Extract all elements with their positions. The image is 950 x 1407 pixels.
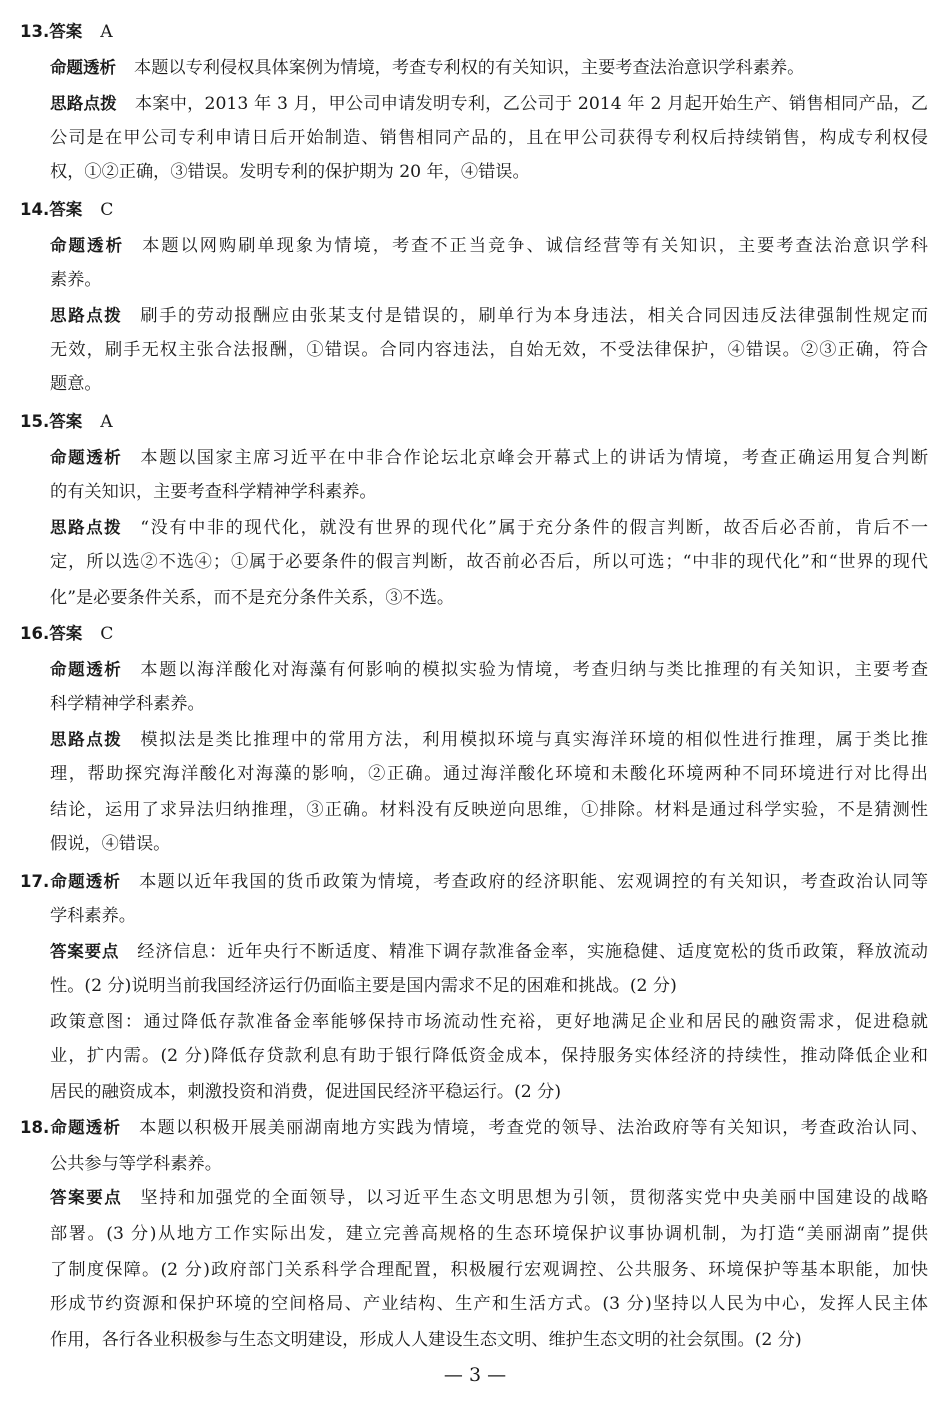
q18-key-line-5: 作用，各行各业积极参与生态文明建设，形成人人建设生态文明、维护生态文明的社会氛围。(2 分)	[50, 1330, 802, 1350]
q16-idea-line-2: 理，帮助探究海洋酸化对海藻的影响，②正确。通过海洋酸化环境和未酸化环境两种不同环境进行对比得出	[50, 764, 928, 784]
q14-answer-line	[20, 198, 113, 222]
q14-number: 14.	[20, 200, 50, 219]
q18-intent-line-1	[20, 1116, 928, 1140]
q18-key-line-4: 形成节约资源和保护环境的空间格局、产业结构、生产和生活方式。(3 分)坚持以人民为中心，发挥人民主体	[50, 1294, 928, 1314]
q15-idea-line-1	[50, 516, 928, 540]
q15-number: 15.	[20, 412, 50, 431]
q17-intent-label: 命题透析	[49, 872, 122, 891]
q13-idea-line-3: 权，①②正确，③错误。发明专利的保护期为 20 年，④错误。	[50, 162, 530, 182]
q16-answer-label: 答案	[49, 624, 83, 643]
q18-number: 18.	[20, 1118, 50, 1137]
q13-intent: 本题以专利侵权具体案例为情境，考查专利权的有关知识，主要考查法治意识学科素养。	[134, 58, 805, 78]
q14-intent-line-2: 素养。	[50, 270, 102, 290]
q13-answer-label: 答案	[49, 22, 83, 41]
q14-intent-line-1	[50, 234, 928, 258]
q17-key-line-4: 业，扩内需。(2 分)降低存贷款利息有助于银行降低资金成本，保持服务实体经济的持续性，推动降低企业和	[50, 1046, 928, 1066]
q16-idea-line-3: 结论，运用了求异法归纳推理，③正确。材料没有反映逆向思维，①排除。材料是通过科学实验，不是猜测性	[50, 800, 928, 820]
q15-intent-line-2: 的有关知识，主要考查科学精神学科素养。	[50, 482, 377, 502]
q14-intent-label: 命题透析	[50, 236, 125, 255]
q17-intent-text-1: 本题以近年我国的货币政策为情境，考查政府的经济职能、宏观调控的有关知识，考查政治认同等	[139, 872, 929, 892]
q14-answer-label: 答案	[49, 200, 83, 219]
q16-intent-line-1	[50, 658, 928, 682]
q16-intent-text-1: 本题以海洋酸化对海藻有何影响的模拟实验为情境，考查归纳与类比推理的有关知识，主要考查	[140, 660, 929, 680]
q17-key-line-3: 政策意图：通过降低存款准备金率能够保持市场流动性充裕，更好地满足企业和居民的融资需求，促进稳就	[50, 1012, 928, 1032]
q15-idea-label: 思路点拨	[50, 518, 123, 537]
q14-idea-line-2: 无效，刷手无权主张合法报酬，①错误。合同内容违法，自始无效，不受法律保护，④错误。②③正确，符合	[50, 340, 928, 360]
q15-intent-line-1	[50, 446, 928, 470]
q17-number: 17.	[20, 872, 50, 891]
q14-answer: C	[100, 200, 114, 220]
q17-intent-line-1	[20, 870, 928, 894]
q13-idea-label: 思路点拨	[50, 94, 117, 113]
q14-idea-text-1: 刷手的劳动报酬应由张某支付是错误的，刷单行为本身违法，相关合同因违反法律强制性规定而	[140, 306, 929, 326]
page-number: — 3 —	[443, 1364, 507, 1386]
q15-intent-label: 命题透析	[50, 448, 123, 467]
q15-answer: A	[100, 412, 113, 432]
q16-answer: C	[100, 624, 114, 644]
q16-idea-text-1: 模拟法是类比推理中的常用方法，利用模拟环境与真实海洋环境的相似性进行推理，属于类比推	[140, 730, 929, 750]
q13-number: 13.	[20, 22, 50, 41]
q13-intent-label: 命题透析	[50, 58, 116, 77]
q16-number: 16.	[20, 624, 50, 643]
q16-idea-line-4: 假说，④错误。	[50, 834, 171, 854]
q13-answer: A	[100, 22, 113, 42]
q13-idea-text-1: 本案中，2013 年 3 月，甲公司申请发明专利，乙公司于 2014 年 2 月起开始生产、销售相同产品，乙	[134, 94, 928, 114]
q18-intent-label: 命题透析	[49, 1118, 122, 1137]
q14-idea-line-3: 题意。	[50, 374, 102, 394]
q16-intent-label: 命题透析	[50, 660, 123, 679]
q18-key-line-3: 了制度保障。(2 分)政府部门关系科学合理配置，积极履行宏观调控、公共服务、环境保护等基本职能，加快	[50, 1260, 928, 1280]
q14-idea-label: 思路点拨	[50, 306, 123, 325]
q16-intent-line-2: 科学精神学科素养。	[50, 694, 205, 714]
q18-key-line-1	[50, 1186, 928, 1210]
q17-key-line-1	[50, 940, 928, 964]
q15-answer-label: 答案	[49, 412, 83, 431]
q14-idea-line-1	[50, 304, 928, 328]
q14-intent-text-1: 本题以网购刷单现象为情境，考查不正当竞争、诚信经营等有关知识，主要考查法治意识学科	[142, 236, 928, 256]
q18-intent-line-2: 公共参与等学科素养。	[50, 1154, 222, 1174]
q17-key-line-5: 居民的融资成本，刺激投资和消费，促进国民经济平稳运行。(2 分)	[50, 1082, 562, 1102]
q18-intent-text-1: 本题以积极开展美丽湖南地方实践为情境，考查党的领导、法治政府等有关知识，考查政治认同、	[139, 1118, 929, 1138]
q17-intent-line-2: 学科素养。	[50, 906, 136, 926]
q17-key-text-1: 经济信息：近年央行不断适度、精准下调存款准备金率，实施稳健、适度宽松的货币政策，释放流动	[137, 942, 928, 962]
q17-key-line-2: 性。(2 分)说明当前我国经济运行仍面临主要是国内需求不足的困难和挑战。(2 分)	[50, 976, 677, 996]
q13-idea-line-1	[50, 92, 928, 116]
q17-key-label: 答案要点	[50, 942, 120, 961]
q13-answer-line	[20, 20, 113, 44]
q16-answer-line	[20, 622, 113, 646]
q18-key-line-2: 部署。(3 分)从地方工作实际出发，建立完善高规格的生态环境保护议事协调机制，为打造“美丽湖南”提供	[50, 1224, 928, 1244]
q15-idea-line-2: 定，所以选②不选④；①属于必要条件的假言判断，故否前必否后，所以可选；“中非的现代化”和“世界的现代	[50, 552, 928, 572]
q16-idea-line-1	[50, 728, 928, 752]
q18-key-text-1: 坚持和加强党的全面领导，以习近平生态文明思想为引领，贯彻落实党中央美丽中国建设的战略	[140, 1188, 929, 1208]
q15-idea-text-1: “没有中非的现代化，就没有世界的现代化”属于充分条件的假言判断，故否后必否前，肯后不一	[140, 518, 929, 538]
q15-intent-text-1: 本题以国家主席习近平在中非合作论坛北京峰会开幕式上的讲话为情境，考查正确运用复合判断	[140, 448, 929, 468]
q18-key-label: 答案要点	[50, 1188, 123, 1207]
q15-answer-line	[20, 410, 113, 434]
q16-idea-label: 思路点拨	[50, 730, 123, 749]
q15-idea-line-3: 化”是必要条件关系，而不是充分条件关系，③不选。	[50, 588, 455, 608]
q13-intent-line	[50, 56, 804, 80]
q13-idea-line-2: 公司是在甲公司专利申请日后开始制造、销售相同产品的，且在甲公司获得专利权后持续销售，构成专利权侵	[50, 128, 928, 148]
